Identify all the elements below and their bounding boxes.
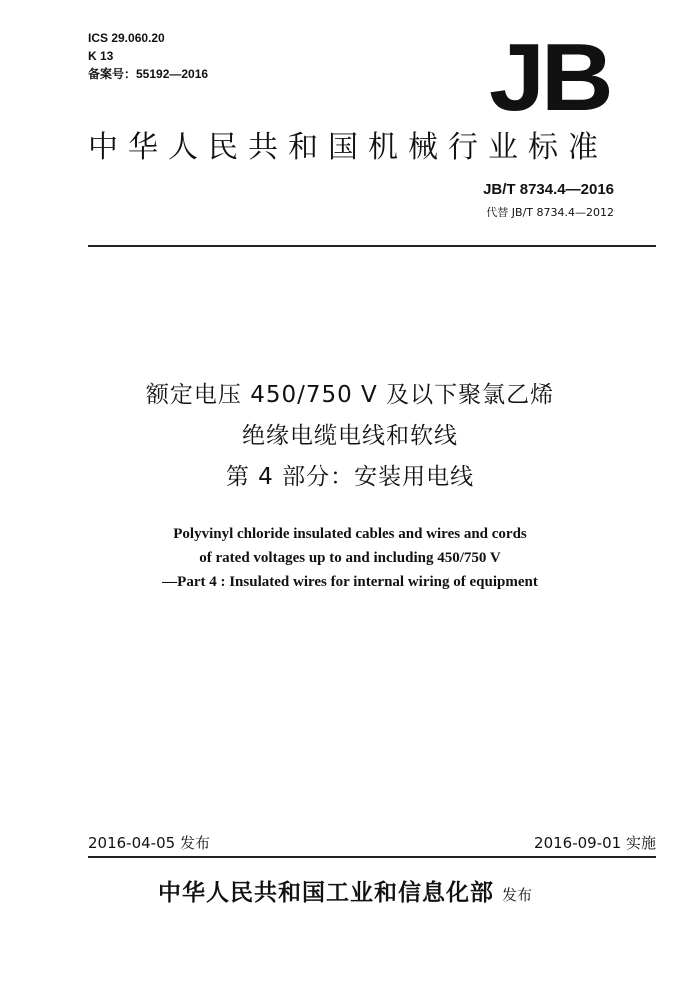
industry-standard-title: 中华人民共和国机械行业标准 — [88, 130, 608, 165]
effective-date: 2016-09-01 实施 — [534, 834, 656, 852]
issuing-authority — [158, 874, 532, 907]
title-cn-line2: 绝缘电缆电线和软线 — [242, 423, 458, 449]
standard-number: JB/T 8734.4—2016 — [483, 181, 614, 198]
ics-code: ICS 29.060.20 — [88, 31, 165, 45]
title-en-line3: —Part 4 : Insulated wires for internal wiring of equipment — [162, 574, 538, 590]
replaces-standard: 代替 JB/T 8734.4—2012 — [486, 206, 614, 219]
record-number: 备案号：55192—2016 — [88, 67, 209, 81]
ccs-code: K 13 — [88, 49, 114, 63]
issue-date: 2016-04-05 发布 — [88, 834, 210, 852]
jb-logo: JB — [489, 24, 610, 131]
issuer-name: 中华人民共和国工业和信息化部 — [158, 880, 494, 906]
issuer-suffix: 发布 — [502, 886, 533, 904]
title-en-line1: Polyvinyl chloride insulated cables and wires and cords — [173, 526, 527, 542]
title-en-line2: of rated voltages up to and including 450/750 V — [199, 550, 501, 566]
header-divider — [88, 245, 656, 247]
title-cn-line3: 第 4 部分：安装用电线 — [225, 464, 475, 490]
footer-divider — [88, 856, 656, 858]
title-cn-line1: 额定电压 450/750 V 及以下聚氯乙烯 — [145, 382, 555, 408]
